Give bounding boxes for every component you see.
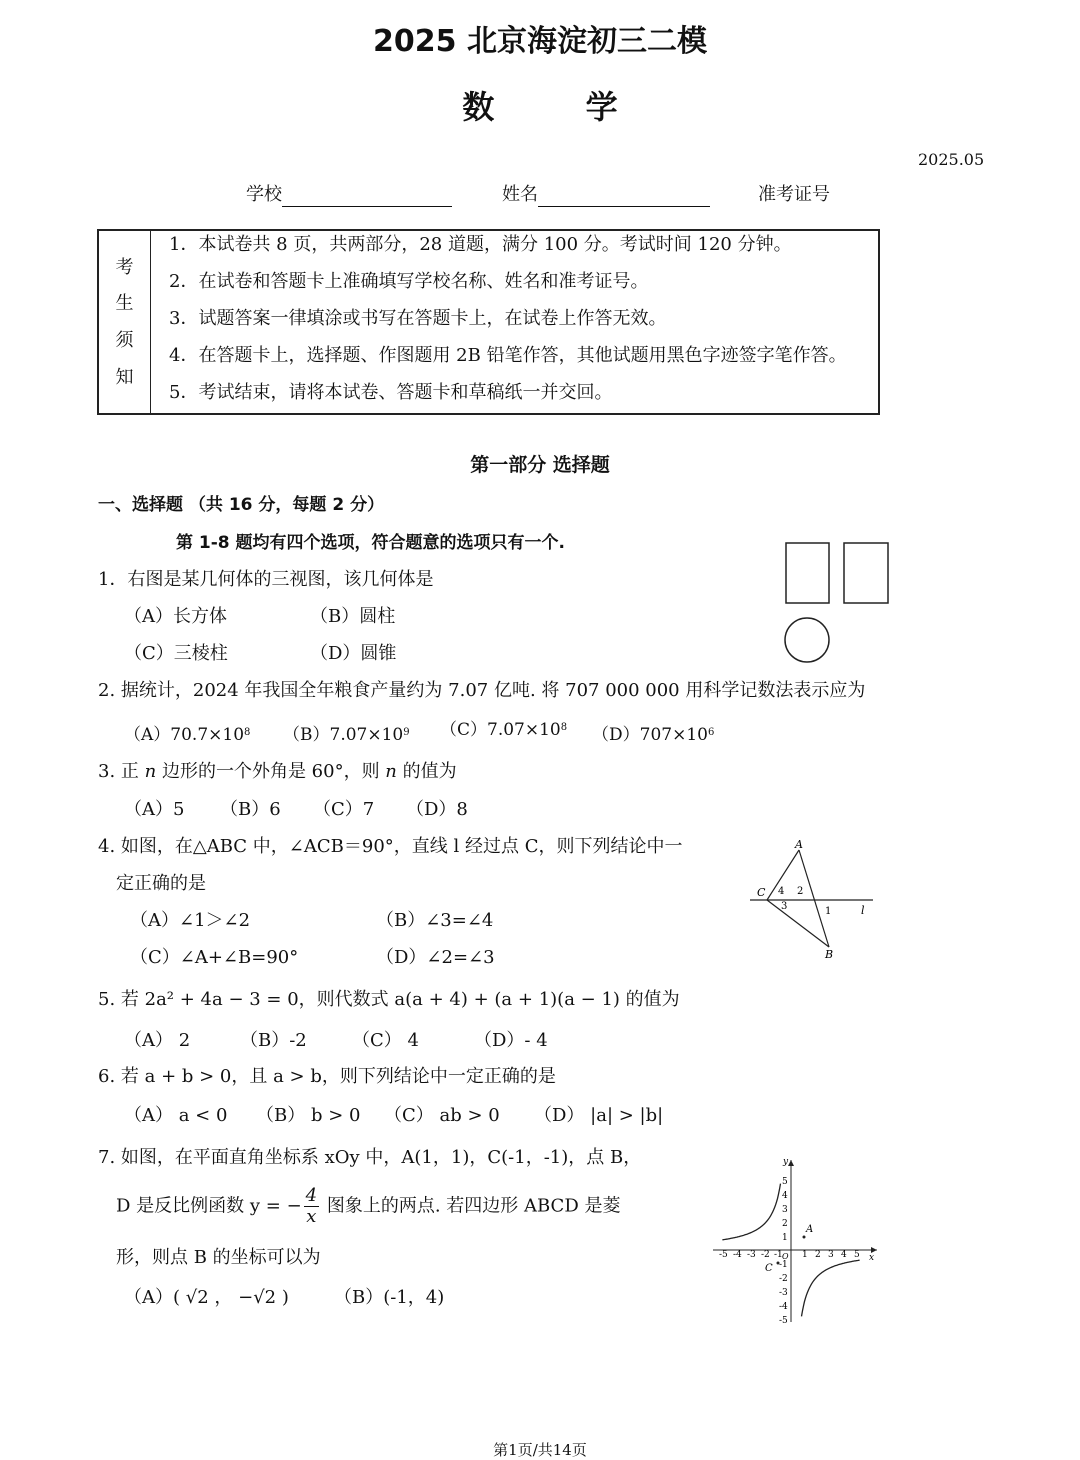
q5-option-d: （D）- 4 xyxy=(474,1030,548,1051)
y-tick: 2 xyxy=(782,1219,788,1229)
top-view-circle xyxy=(785,618,829,662)
q2-option-b: $(B)7.07\times 10^9$ xyxy=(283,725,410,745)
notice-item: 5．考试结束，请将本试卷、答题卡和草稿纸一并交回。 xyxy=(169,382,613,403)
school-blank[interactable] xyxy=(282,188,452,207)
x-tick: 4 xyxy=(841,1250,847,1260)
y-tick: -5 xyxy=(779,1316,788,1326)
point-a xyxy=(803,1236,806,1239)
x-tick: -2 xyxy=(761,1250,770,1260)
q6-option-c: （C） ab > 0 xyxy=(384,1105,500,1126)
y-tick: -2 xyxy=(779,1274,788,1284)
notice-side-char: 知 xyxy=(115,367,134,388)
x-tick: -3 xyxy=(747,1250,756,1260)
q7-stem-line3: 形，则点 B 的坐标可以为 xyxy=(116,1247,321,1268)
name-field xyxy=(502,183,710,207)
notice-item: 2．在试卷和答题卡上准确填写学校名称、姓名和准考证号。 xyxy=(169,271,649,292)
q2-option-c: $(C)7.07\times 10^8$ xyxy=(440,720,568,740)
side-ab xyxy=(799,850,832,947)
x-tick: -1 xyxy=(774,1250,783,1260)
point-c-label: C xyxy=(765,1263,773,1274)
notice-side-label xyxy=(99,231,151,413)
section-heading: 一、选择题 （共 16 分，每题 2 分） xyxy=(98,495,385,515)
front-view-rect xyxy=(786,543,829,603)
label-b: B xyxy=(825,948,834,961)
three-view-figure xyxy=(780,538,895,668)
notice-item: 4．在答题卡上，选择题、作图题用 2B 铅笔作答，其他试题用黑色字迹签字笔作答。 xyxy=(169,345,847,366)
name-label: 姓名 xyxy=(502,184,538,205)
side-cb xyxy=(767,900,832,947)
q4-option-c: （C）∠A+∠B=90° xyxy=(130,947,299,968)
y-axis-arrow xyxy=(788,1160,794,1166)
point-a-label: A xyxy=(806,1224,814,1235)
label-a: A xyxy=(795,840,803,851)
q7-option-b: （B）(-1，4) xyxy=(334,1287,445,1308)
q6-option-a: （A） a < 0 xyxy=(124,1105,228,1126)
q5-option-c: （C） 4 xyxy=(352,1030,419,1051)
q1-stem: 1．右图是某几何体的三视图，该几何体是 xyxy=(98,569,434,590)
q4-option-d: （D）∠2=∠3 xyxy=(376,947,495,968)
q5-option-b: （B）-2 xyxy=(240,1030,307,1051)
q2-option-a: $(A)70.7\times 10^8$ xyxy=(124,725,251,745)
q4-stem-line2: 定正确的是 xyxy=(116,873,206,894)
q6-option-b: （B） b > 0 xyxy=(256,1105,361,1126)
angle-1: 1 xyxy=(825,906,832,917)
x-axis-label: x xyxy=(869,1253,875,1263)
q1-option-c: （C）三棱柱 xyxy=(124,643,228,664)
x-tick-labels xyxy=(719,1250,860,1260)
q6-option-d: （D） |a| > |b| xyxy=(534,1105,664,1126)
q2-stem: 2. 据统计，2024 年我国全年粮食产量约为 7.07 亿吨. 将 707 000 000 用科学记数法表示应为 xyxy=(98,680,866,701)
notice-side-char: 须 xyxy=(115,330,134,351)
y-tick: 1 xyxy=(782,1233,788,1243)
q1-option-a: （A）长方体 xyxy=(124,606,227,627)
label-l: l xyxy=(861,904,865,917)
hyperbola-graph xyxy=(705,1150,885,1328)
x-tick: 1 xyxy=(802,1250,808,1260)
part1-title: 第一部分 选择题 xyxy=(470,454,610,476)
q4-option-a: （A）∠1＞∠2 xyxy=(130,910,251,931)
exam-id-label: 准考证号 xyxy=(758,184,830,205)
origin-label: O xyxy=(782,1252,789,1261)
school-field xyxy=(246,183,452,207)
y-tick: 4 xyxy=(782,1191,788,1201)
q3-option-c: （C）7 xyxy=(313,799,375,820)
angle-4: 4 xyxy=(778,886,785,897)
y-tick: 5 xyxy=(782,1177,788,1187)
y-tick: -3 xyxy=(779,1288,788,1298)
x-tick: 2 xyxy=(815,1250,821,1260)
label-c: C xyxy=(757,886,766,899)
y-tick: -4 xyxy=(779,1302,788,1312)
notice-side-char: 生 xyxy=(115,293,134,314)
q4-option-b: （B）∠3=∠4 xyxy=(376,910,494,931)
fraction: $\frac{4}{x}$ xyxy=(305,1185,318,1227)
x-tick: -5 xyxy=(719,1250,728,1260)
section-instruction: 第 1-8 题均有四个选项，符合题意的选项只有一个. xyxy=(176,533,566,553)
angle-3: 3 xyxy=(781,901,788,912)
y-tick: -1 xyxy=(779,1260,788,1270)
subject-title: 数 学 xyxy=(462,88,658,126)
notice-item: 3．试题答案一律填涂或书写在答题卡上，在试卷上作答无效。 xyxy=(169,308,667,329)
notice-item: 1．本试卷共 8 页，共两部分，28 道题，满分 100 分。考试时间 120 分钟。 xyxy=(169,234,792,255)
q3-stem: 3. 正 n 边形的一个外角是 60°，则 n 的值为 xyxy=(98,761,457,782)
notice-side-char: 考 xyxy=(115,257,134,278)
exam-title: 2025 北京海淀初三二模 xyxy=(373,24,707,59)
q6-stem: 6. 若 a + b > 0，且 a > b，则下列结论中一定正确的是 xyxy=(98,1066,556,1087)
q2-option-d: $(D)707\times 10^6$ xyxy=(592,725,715,745)
y-axis-label: y xyxy=(783,1157,789,1167)
x-tick: 5 xyxy=(854,1250,860,1260)
q4-stem-line1: 4. 如图，在△ABC 中，∠ACB＝90°，直线 l 经过点 C，则下列结论中一 xyxy=(98,836,683,857)
page-footer: 第1页/共14页 xyxy=(493,1441,587,1459)
notice-box xyxy=(97,229,880,415)
name-blank[interactable] xyxy=(538,188,710,207)
q5-stem: 5. 若 2a² + 4a − 3 = 0，则代数式 a(a + 4) + (a + 1)(a − 1) 的值为 xyxy=(98,989,680,1010)
school-label: 学校 xyxy=(246,184,282,205)
y-tick: 3 xyxy=(782,1205,788,1215)
q7-stem-line1: 7. 如图，在平面直角坐标系 xOy 中，A(1，1)，C(-1，-1)，点 B， xyxy=(98,1147,642,1168)
triangle-figure xyxy=(745,840,880,965)
q7-stem-line2: D 是反比例函数 y = − $\frac{4}{x}$ 图象上的两点. 若四边形 ABCD 是菱 xyxy=(116,1185,621,1227)
exam-date: 2025.05 xyxy=(918,150,985,169)
side-view-rect xyxy=(844,543,888,603)
q3-option-d: （D）8 xyxy=(406,799,468,820)
point-c xyxy=(777,1262,780,1265)
q5-option-a: （A） 2 xyxy=(124,1030,191,1051)
angle-2: 2 xyxy=(797,886,804,897)
q1-option-b: （B）圆柱 xyxy=(310,606,396,627)
hyperbola-branch-right xyxy=(802,1260,860,1316)
x-tick: 3 xyxy=(828,1250,834,1260)
q1-option-d: （D）圆锥 xyxy=(310,643,397,664)
q3-option-a: （A）5 xyxy=(124,799,185,820)
q3-option-b: （B）6 xyxy=(220,799,281,820)
hyperbola-branch-left xyxy=(722,1184,780,1240)
x-tick: -4 xyxy=(733,1250,742,1260)
q7-option-a: （A）( √2 ， −√2 ) xyxy=(124,1287,289,1308)
